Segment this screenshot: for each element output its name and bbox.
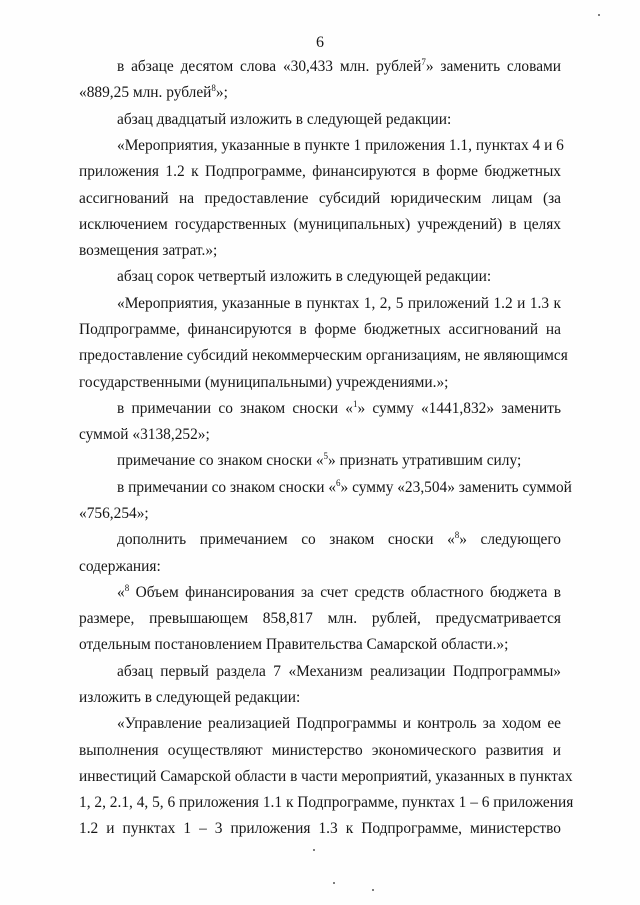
text-line: «Мероприятия, указанные в пункте 1 приложения 1.1, пунктах 4 и 6 [117, 137, 564, 154]
footnote-mark: 6 [336, 478, 341, 488]
text-line: содержания: [79, 558, 161, 575]
text-line: размере, превышающем 858,817 млн. рублей, предусматривается [79, 610, 561, 627]
text-line: примечание со знаком сноски «$^5$» признать утратившим силу; [117, 451, 522, 469]
text-line: в абзаце десятом слова «30,433 млн. рублей$^7$» заменить словами [117, 57, 562, 75]
footnote-mark: 8 [454, 530, 460, 540]
footnote-mark: 1 [352, 399, 358, 409]
text-line: в примечании со знаком сноски «$^1$» сумму «1441,832» заменить [117, 399, 561, 417]
text-line: возмещения затрат.»; [79, 242, 218, 259]
footnote-mark: 5 [323, 451, 329, 461]
text-line: предоставление субсидий некоммерческим организациям, не являющимся [79, 347, 568, 364]
text-line: приложения 1.2 к Подпрограмме, финансируются в форме бюджетных [79, 163, 561, 180]
text-line: «Управление реализацией Подпрограммы и контроль за ходом ее [117, 715, 561, 732]
text-line: 1, 2, 2.1, 4, 5, 6 приложения 1.1 к Подпрограмме, пунктах 1 – 6 приложения [79, 794, 574, 811]
footnote-mark: 7 [421, 57, 426, 67]
text-line: инвестиций Самарской области в части мероприятий, указанных в пунктах [79, 768, 573, 785]
text-line: изложить в следующей редакции: [79, 689, 301, 706]
text-line: выполнения осуществляют министерство экономического развития и [79, 742, 561, 759]
text-line: Подпрограмме, финансируются в форме бюджетных ассигнований на [79, 321, 561, 338]
scan-speck [333, 882, 335, 884]
footnote-mark: 8 [124, 583, 130, 593]
scan-speck [598, 14, 600, 16]
page-number: 6 [316, 34, 324, 51]
text-line: абзац двадцатый изложить в следующей редакции: [117, 111, 452, 128]
text-line: суммой «3138,252»; [79, 426, 210, 443]
text-line: ассигнований на предоставление субсидий юридическим лицам (за [79, 190, 561, 207]
scan-speck [313, 849, 315, 851]
text-line: отдельным постановлением Правительства Самарской области.»; [79, 636, 509, 653]
text-line: 1.2 и пунктах 1 – 3 приложения 1.3 к Подпрограмме, министерство [79, 820, 561, 837]
text-line: абзац сорок четвертый изложить в следующей редакции: [117, 268, 492, 285]
text-line: исключением государственных (муниципальных) учреждений) в целях [79, 216, 561, 233]
text-line: «Мероприятия, указанные в пунктах 1, 2, 5 приложений 1.2 и 1.3 к [117, 295, 561, 312]
text-line: в примечании со знаком сноски «$^6$» сумму «23,504» заменить суммой [117, 478, 572, 496]
text-line: абзац первый раздела 7 «Механизм реализации Подпрограммы» [117, 663, 561, 680]
scan-speck [372, 889, 374, 891]
text-line: дополнить примечанием со знаком сноски «$^8$» следующего [117, 530, 561, 548]
footnote-mark: 8 [211, 83, 216, 93]
text-line: «756,254»; [79, 505, 149, 522]
text-line: «$^8$ Объем финансирования за счет средств областного бюджета в [117, 583, 561, 601]
text-line: «889,25 млн. рублей$^8$»; [79, 83, 228, 101]
text-line: государственными (муниципальными) учреждениями.»; [79, 374, 449, 391]
